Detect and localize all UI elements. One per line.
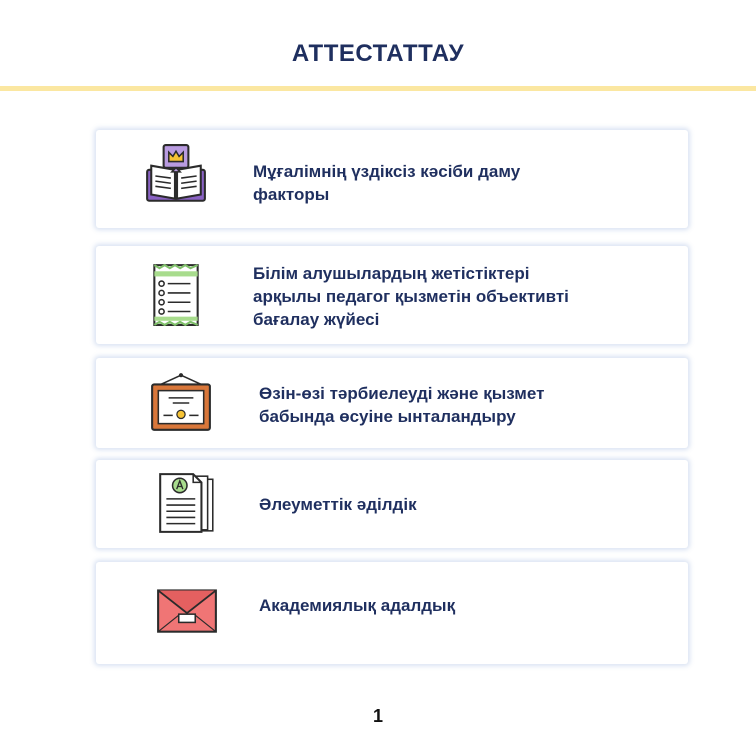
- page-number: 1: [372, 706, 383, 726]
- page-title: АТТЕСТАТТАУ: [291, 40, 465, 67]
- list-item-label: Академиялық адалдық: [259, 596, 456, 615]
- list-item-objective-assessment: [96, 246, 688, 344]
- title-divider: [0, 86, 756, 91]
- framed-certificate-icon: [148, 370, 214, 436]
- list-item-label: Мұғалімнің үздіксіз кәсіби даму факторы: [253, 162, 521, 204]
- list-item-social-justice: [96, 460, 688, 548]
- list-item-label: Әлеуметтік әділдік: [259, 495, 417, 514]
- list-item-professional-development: [96, 130, 688, 228]
- list-item-label: Өзін-өзі тәрбиелеуді және қызмет бабында өсуіне ынталандыру: [259, 384, 545, 426]
- graded-document-icon: [154, 470, 220, 536]
- envelope-icon: [154, 576, 220, 642]
- list-item-self-education: [96, 358, 688, 448]
- list-item-label: Білім алушылардың жетістіктері арқылы педагог қызметін объективті бағалау жүйесі: [253, 264, 569, 329]
- list-item-academic-integrity: [96, 562, 688, 664]
- book-crown-icon: [143, 143, 209, 209]
- checklist-icon: [143, 262, 209, 328]
